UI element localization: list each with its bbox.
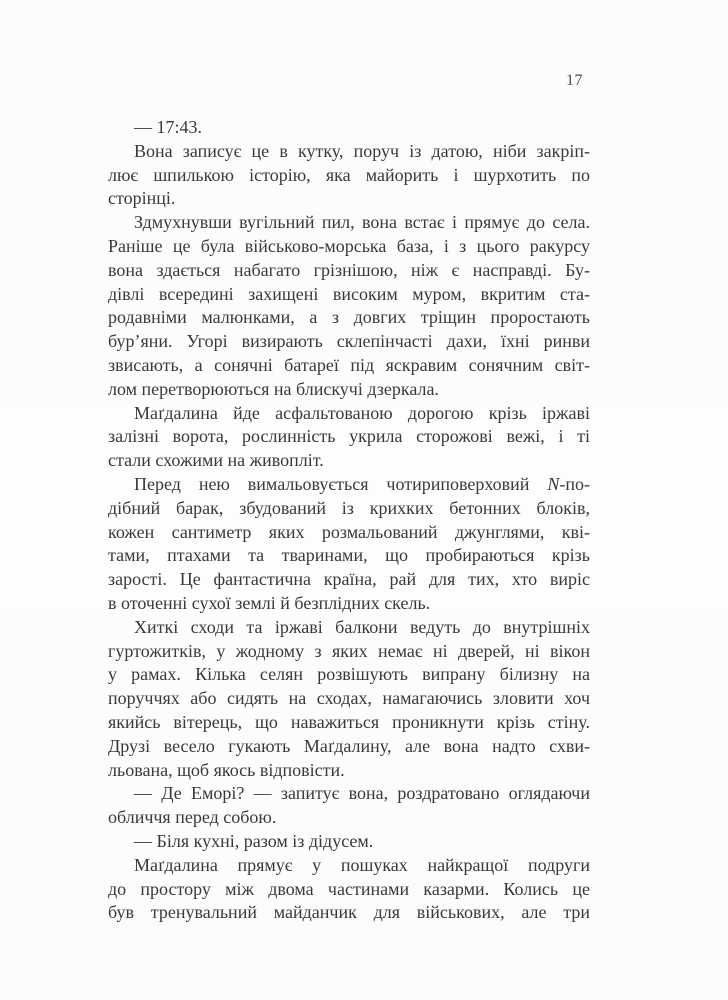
text-line: зарості. Це фантастична країна, рай для тих, хто виріс [108,569,590,590]
text-line: Маґдалина йде асфальтованою дорогою крізь іржаві [134,402,590,423]
page-number: 17 [566,72,583,89]
text-line: льована, щоб якось відповісти. [108,759,345,780]
text-line: тами, птахами та тваринами, що пробираються крізь [108,545,590,566]
text-line: Раніше це була військово-морська база, і з цього ракурсу [108,235,590,256]
text-line: гуртожитків, у жодному з яких немає ні дверей, ні вікон [108,640,590,661]
text-line: Вона записує це в кутку, поруч із датою, ніби закріп- [134,140,590,161]
text-line: Маґдалина прямує у пошуках найкращої подруги [134,854,590,875]
text-line: вона здається набагато грізнішою, ніж є насправді. Бу- [108,259,590,280]
text-line: до простору між двома частинами казарми. Колись це [108,878,590,899]
page-text [108,116,590,925]
text-line: поруччях або сидять на сходах, намагаючись зловити хоч [108,688,590,709]
text-line: — Біля кухні, разом із дідусем. [134,830,374,851]
text-line: у рамах. Кілька селян розвішують випрану білизну на [108,664,590,685]
text-line: — 17:43. [134,117,203,137]
text-line: в оточенні сухої землі й безплідних скель. [108,592,431,613]
text-line: родавніми малюнками, а з довгих тріщин проростають [108,307,590,328]
text-line: бур’яни. Угорі визирають склепінчасті дахи, їхні ринви [108,331,590,352]
text-line: обличчя перед собою. [108,807,277,828]
text-line: дібний барак, збудований із крихких бетонних блоків, [108,497,590,518]
text-line: сторінці. [108,188,176,209]
text-line: Перед нею вимальовується чотириповерховий N-по- [134,473,590,494]
text-line: залізні ворота, рослинність укрила сторожові вежі, і ті [108,426,590,447]
text-line: лом перетворюються на блискучі дзеркала. [108,378,439,399]
text-line: Здмухнувши вугільний пил, вона встає і прямує до села. [134,212,590,233]
text-line: лює шпилькою історію, яка майорить і шурхотить по [108,164,590,185]
text-line: дівлі всередині захищені високим муром, вкритим ста- [108,283,590,304]
text-line: Хиткі сходи та іржаві балкони ведуть до внутрішніх [134,616,590,637]
text-line: кожен сантиметр яких розмальований джунглями, кві- [108,521,590,542]
text-line: Друзі весело гукають Маґдалину, але вона надто схви- [108,735,590,756]
text-line: стали схожими на живопліт. [108,450,324,471]
text-line: звисають, а сонячні батареї під яскравим сонячним світ- [108,354,590,375]
text-line: був тренувальний майданчик для військових, але три [108,902,590,923]
text-line: якийсь вітерець, що наважиться проникнути крізь стіну. [108,711,590,732]
text-line: — Де Еморі? — запитує вона, роздратовано оглядаючи [134,783,590,804]
